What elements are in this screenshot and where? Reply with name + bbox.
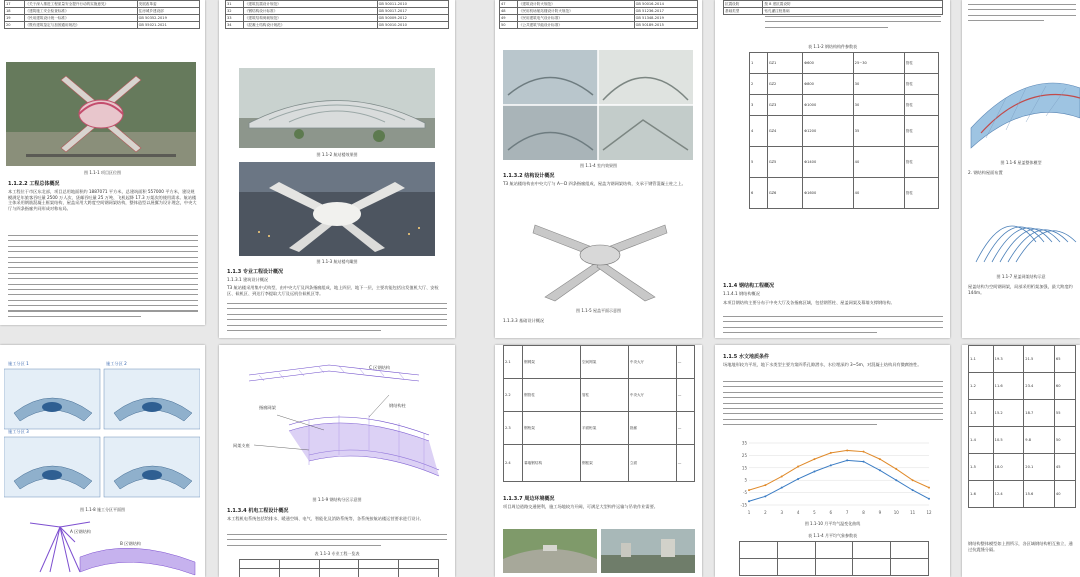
table-row — [750, 178, 939, 209]
callout-label: 网架支座 — [233, 443, 250, 448]
table-cell: Φ600 — [803, 53, 853, 74]
table-cell: 《民用建筑设计统一标准》 — [24, 15, 137, 22]
table-row — [969, 373, 1076, 400]
table-cell: 发展改革委 — [137, 1, 199, 8]
interior-render-image — [503, 50, 693, 160]
figure-caption: 图 1.1-9 钢结构分区示意图 — [312, 497, 362, 502]
x-tick-label: 7 — [845, 510, 849, 515]
table-cell: GB 50352-2019 — [137, 15, 199, 22]
body-paragraph: 本工程机电系统包括给排水、暖通空调、电气、智能化及消防系统等，各系统按航站楼运营要求进行设计。 — [227, 516, 424, 521]
table-row — [750, 95, 939, 116]
table-row — [5, 22, 200, 29]
table-cell: Φ800 — [803, 74, 853, 95]
text-lines — [765, 16, 941, 32]
table-cell: 1-4 — [969, 427, 994, 454]
table-cell: GZ3 — [767, 95, 802, 116]
data-point — [846, 449, 848, 451]
section-heading: 1.1.2.2 工程总体概况 — [8, 181, 60, 187]
y-tick-label: -5 — [743, 490, 747, 496]
document-page-6[interactable] — [0, 345, 205, 577]
table-cell: 1-6 — [969, 481, 994, 508]
callout-label: C 区钢结构 — [369, 365, 391, 370]
table-row — [500, 15, 698, 22]
table-cell: 管柱 — [904, 74, 938, 95]
table-cell: 管柱 — [904, 95, 938, 116]
table-cell: 18.7 — [1024, 400, 1055, 427]
table-row — [750, 147, 939, 178]
table-cell: 49 — [500, 15, 518, 22]
table-row — [500, 8, 698, 15]
table-row — [240, 560, 439, 569]
section-heading: 1.1.3.4 机电工程设计概况 — [227, 508, 289, 514]
table-cell: 2.2 — [504, 379, 523, 412]
table-row — [740, 559, 929, 576]
table-row — [504, 346, 695, 379]
table-cell: Φ1600 — [803, 178, 853, 209]
table-cell: Φ1000 — [803, 95, 853, 116]
callout-label: 钢结构柱 — [389, 403, 406, 408]
table-row — [226, 1, 449, 8]
data-point — [813, 471, 815, 473]
table-cell: 18.0 — [993, 454, 1024, 481]
regulation-table — [4, 0, 200, 29]
table-row — [226, 22, 449, 29]
body-paragraph: 场地地形较为平坦，地下水类型主要为第四系孔隙潜水，水位埋深约 3~5m，对混凝土结构具有微腐蚀性。 — [723, 362, 922, 367]
table-cell: 《民用机场航站楼设计防火规范》 — [517, 8, 634, 15]
data-point — [928, 487, 930, 489]
data-point — [912, 479, 914, 481]
sub-heading: 1.1.3.3 基础设计概况 — [503, 318, 545, 323]
table-cell: GB 51348-2019 — [634, 15, 697, 22]
y-tick-label: 5 — [744, 477, 747, 483]
document-page-5[interactable] — [962, 0, 1080, 338]
table-cell: 《建筑结构荷载规范》 — [243, 15, 377, 22]
table-cell: 《建筑施工安全检查标准》 — [24, 8, 137, 15]
document-page-1[interactable] — [0, 0, 205, 325]
data-point — [863, 461, 865, 463]
table-row — [500, 22, 698, 29]
x-tick-label: 4 — [796, 510, 800, 515]
table-cell: 基础类型 — [724, 8, 763, 15]
table-cell: 2.3 — [504, 412, 523, 445]
table-cell: 1-5 — [969, 454, 994, 481]
section-heading: 1.1.3 专业工程设计概况 — [227, 269, 283, 275]
data-point — [764, 495, 766, 497]
zone-plan-image — [4, 363, 200, 503]
table-cell: 23.4 — [1024, 373, 1055, 400]
table-cell: GB 51236-2017 — [634, 8, 697, 15]
callout-label: B 区钢结构 — [120, 541, 141, 546]
table-cell: 3 — [750, 95, 768, 116]
text-lines — [227, 303, 447, 335]
table-cell: 钢框架 — [580, 445, 628, 482]
specialty-table — [239, 559, 439, 577]
sub-heading: 1.1.3.1 建筑设计概况 — [227, 277, 269, 282]
table-row — [750, 74, 939, 95]
section-heading: 1.1.3.7 周边环境概况 — [503, 496, 555, 502]
table-row — [740, 542, 929, 559]
table-cell: 19 — [5, 15, 25, 22]
table-cell: 20.1 — [1024, 454, 1055, 481]
figure-caption: 图 1.1-4 室内效果图 — [580, 163, 617, 168]
data-point — [846, 459, 848, 461]
table-row — [240, 569, 439, 577]
text-lines — [723, 381, 943, 430]
table-cell: 钢桁架 — [523, 412, 581, 445]
table-cell: GZ4 — [767, 116, 802, 147]
steel-structure-image — [229, 355, 445, 495]
table-cell: GB 50011-2010 — [377, 1, 448, 8]
table-cell: 31 — [226, 1, 244, 8]
y-tick-label: 15 — [741, 465, 747, 471]
table-cell: 1 — [750, 53, 768, 74]
weather-table — [739, 541, 929, 576]
document-page-8[interactable] — [495, 345, 702, 577]
figure-caption: 图 1.1-5 屋盖平面示意图 — [576, 308, 621, 313]
table-cell: 9.8 — [1024, 427, 1055, 454]
regulation-table — [499, 0, 698, 29]
table-cell: 20 — [5, 22, 25, 29]
table-cell: GB 50010-2010 — [377, 22, 448, 29]
table-cell: 《既有建筑鉴定与加固通用规范》 — [24, 22, 137, 29]
table-cell: 18 — [5, 8, 25, 15]
table-cell: 中央大厅 — [628, 379, 676, 412]
table-caption: 表 1.1-3 专业工程一览表 — [314, 551, 360, 556]
callout-label: 指廊网架 — [259, 405, 276, 410]
data-point — [830, 464, 832, 466]
table-row — [969, 427, 1076, 454]
table-row — [226, 15, 449, 22]
section-heading: 1.1.3.2 结构设计概况 — [503, 173, 555, 179]
body-paragraph: 项目周边道路交通便利，施工场地较为开阔，可满足大型构件运输与吊装作业需要。 — [503, 504, 658, 509]
table-row — [5, 15, 200, 22]
table-cell: 住房城乡建设部 — [137, 8, 199, 15]
text-lines — [968, 4, 1076, 26]
table-cell: 35 — [853, 116, 904, 147]
table-cell: 10.5 — [993, 427, 1024, 454]
figure-caption: 图 1.1-1 项目区位图 — [84, 170, 121, 175]
table-cell: 34 — [226, 22, 244, 29]
body-paragraph: 屋盖结构为空间钢网架，局部采用桁架加强，最大跨度约 144m。 — [968, 284, 1073, 295]
terminal-render-image — [239, 68, 435, 148]
table-cell: 钢网架 — [523, 346, 581, 379]
table-cell: 48 — [500, 8, 518, 15]
body-paragraph: 本工程位于市区东北部，项目总用地面积约 1887071 平方米，总建筑面积 557000 平方米，建设规模满足年旅客吞吐量 2500 万人次、货邮吞吐量 25 万吨、飞机起降 17.3 万架次的使用需求。航站楼主体采用钢筋混凝土框架结构，屋盖采用大跨度空间钢网架结构，整体造型以展翼为设计理念，中央大厅与四条指廊共同形成对称布局。 — [8, 189, 197, 211]
table-row — [750, 53, 939, 74]
table-cell: 《关于深入推进工程质量安全提升行动的实施意见》 — [24, 1, 137, 8]
x-tick-label: 12 — [926, 510, 932, 515]
figure-caption: 图 1.1-3 航站楼鸟瞰图 — [316, 259, 358, 264]
table-cell: Φ1400 — [803, 147, 853, 178]
text-lines — [227, 534, 447, 550]
data-point — [912, 489, 914, 491]
data-point — [895, 479, 897, 481]
table-cell: — — [676, 346, 694, 379]
data-point — [879, 469, 881, 471]
table-cell: GB 50016-2014 — [634, 1, 697, 8]
table-caption: 表 1.1-4 月平均气象参数表 — [808, 533, 857, 538]
table-row — [5, 8, 200, 15]
figure-caption: 图 1.1-2 航站楼效果图 — [316, 152, 358, 157]
table-cell: 2.1 — [504, 346, 523, 379]
y-tick-label: -15 — [740, 502, 747, 508]
table-row — [724, 8, 943, 15]
table-cell: 管柱 — [904, 178, 938, 209]
data-point — [863, 451, 865, 453]
table-cell: 《钢结构设计标准》 — [243, 8, 377, 15]
table-cell: 管柱 — [580, 379, 628, 412]
table-cell: 管柱 — [904, 116, 938, 147]
y-tick-label: 35 — [741, 440, 747, 446]
x-tick-label: 11 — [910, 510, 916, 515]
table-cell: 钻孔灌注桩基础 — [763, 8, 943, 15]
document-page-2[interactable] — [219, 0, 455, 338]
table-cell: GZ1 — [767, 53, 802, 74]
table-cell: 60 — [1054, 373, 1075, 400]
table-cell: 管柱 — [904, 53, 938, 74]
table-cell: 40 — [1054, 481, 1075, 508]
table-cell: 4 — [750, 116, 768, 147]
site-photo-image — [601, 529, 695, 573]
table-row — [5, 1, 200, 8]
table-cell: 钢管柱 — [523, 379, 581, 412]
zone-label: 施工分区 3 — [8, 429, 29, 434]
table-cell: 平面桁架 — [580, 412, 628, 445]
table-cell: 《公共建筑节能设计标准》 — [517, 22, 634, 29]
document-page-10[interactable] — [962, 345, 1080, 577]
table-cell: 6 — [750, 178, 768, 209]
table-cell: 抗震设防 — [724, 1, 763, 8]
body-paragraph: T3 航站楼采用集中式构型，由中央大厅及四条指廊组成，地上四层、地下一层，主要功能包括出发值机大厅、安检区、候机区、到达行李提取大厅及远机位候机区等。 — [227, 285, 439, 296]
table-caption: 表 1.1-2 钢结构构件参数表 — [808, 44, 857, 49]
table-row — [500, 1, 698, 8]
data-point — [895, 468, 897, 470]
table-cell: GZ2 — [767, 74, 802, 95]
steel-zone-image — [20, 517, 200, 577]
airport-aerial-image — [6, 62, 196, 166]
sub-heading: 1.1.4.1 钢结构概况 — [723, 291, 760, 296]
table-cell: GB 50017-2017 — [377, 8, 448, 15]
table-cell: 40 — [853, 178, 904, 209]
document-page-7[interactable] — [219, 345, 455, 577]
table-cell: 2 — [750, 74, 768, 95]
x-tick-label: 10 — [893, 510, 899, 515]
data-point — [813, 458, 815, 460]
site-photo-image — [503, 529, 597, 573]
table-cell: 幕墙钢结构 — [523, 445, 581, 482]
table-cell: 50 — [1054, 427, 1075, 454]
data-point — [797, 478, 799, 480]
data-point — [781, 475, 783, 477]
table-row — [504, 445, 695, 482]
zone-label: 施工分区 2 — [106, 361, 127, 366]
table-row — [969, 481, 1076, 508]
body-paragraph: T3 航站楼结构由中央大厅与 A～D 四条指廊组成，屋盖为钢网架结构，支承于钢管混凝土柱之上。 — [503, 181, 686, 186]
data-point — [748, 500, 750, 502]
table-cell: 12.4 — [993, 481, 1024, 508]
table-cell: 21.5 — [1024, 346, 1055, 373]
figure-caption: 图 1.1-8 施工分区平面图 — [80, 507, 125, 512]
roof-model-image — [966, 58, 1080, 158]
table-cell: 《建筑设计防火规范》 — [517, 1, 634, 8]
table-cell: 指廊 — [628, 412, 676, 445]
table-cell: 《民用建筑电气设计标准》 — [517, 15, 634, 22]
table-row — [226, 8, 449, 15]
table-cell: GB 55021-2021 — [137, 22, 199, 29]
x-tick-label: 9 — [878, 510, 882, 515]
x-tick-label: 1 — [747, 510, 751, 515]
x-tick-label: 5 — [813, 510, 816, 515]
table-cell: 55 — [1054, 400, 1075, 427]
table-cell: 15.2 — [993, 400, 1024, 427]
table-cell: 25~30 — [853, 53, 904, 74]
table-cell: 40 — [853, 147, 904, 178]
table-cell: 32 — [226, 8, 244, 15]
x-tick-label: 6 — [829, 510, 833, 515]
x-tick-label: 8 — [862, 510, 865, 515]
data-point — [748, 489, 750, 491]
table-cell: — — [676, 412, 694, 445]
roof-plan-image — [525, 205, 675, 305]
table-cell: 《建筑抗震设计规范》 — [243, 1, 377, 8]
data-table — [968, 345, 1076, 508]
data-point — [797, 466, 799, 468]
document-page-4[interactable] — [715, 0, 950, 338]
document-page-9[interactable] — [715, 345, 950, 577]
callout-label: A 区钢结构 — [70, 529, 91, 534]
table-cell: 15.6 — [1024, 481, 1055, 508]
x-tick-label: 3 — [780, 510, 784, 515]
table-cell: Φ1200 — [803, 116, 853, 147]
table-row — [504, 379, 695, 412]
table-row — [969, 400, 1076, 427]
data-point — [928, 498, 930, 500]
table-cell: 管柱 — [904, 147, 938, 178]
table-row — [724, 1, 943, 8]
document-page-3[interactable] — [495, 0, 702, 338]
project-info-table — [723, 0, 943, 15]
table-cell: 50 — [500, 22, 518, 29]
table-cell: 30 — [853, 95, 904, 116]
table-cell: 1-1 — [969, 346, 994, 373]
table-cell: GB 50009-2012 — [377, 15, 448, 22]
section-heading: 1.1.4 钢结构工程概况 — [723, 283, 774, 289]
text-lines — [8, 235, 198, 321]
table-cell: 2.4 — [504, 445, 523, 482]
table-cell: 1-3 — [969, 400, 994, 427]
table-cell: GZ6 — [767, 178, 802, 209]
table-cell: 立面 — [628, 445, 676, 482]
data-point — [830, 452, 832, 454]
data-point — [781, 487, 783, 489]
table-cell: 空间网架 — [580, 346, 628, 379]
table-cell: 1-2 — [969, 373, 994, 400]
steel-member-table — [749, 52, 939, 209]
table-row — [504, 412, 695, 445]
body-paragraph: 本项目钢结构主要分布于中央大厅及各指廊区域，包括钢管柱、屋盖网架及幕墙支撑钢结构。 — [723, 300, 895, 305]
temperature-chart — [735, 437, 935, 517]
table-cell: 33 — [226, 15, 244, 22]
body-paragraph: 钢结构整体模型如上图所示，各区域钢结构相互独立，通过抗震缝分隔。 — [968, 541, 1073, 552]
series-line — [749, 460, 929, 501]
table-row — [969, 346, 1076, 373]
table-row — [969, 454, 1076, 481]
table-cell: GB 50189-2015 — [634, 22, 697, 29]
table-cell: 5 — [750, 147, 768, 178]
table-cell: 65 — [1054, 346, 1075, 373]
x-tick-label: 2 — [764, 510, 767, 515]
chart-caption: 图 1.1-10 月平均气温变化曲线 — [804, 521, 861, 526]
figure-caption: 图 1.1-6 屋盖整体模型 — [1000, 160, 1042, 165]
zone-label: 施工分区 1 — [8, 361, 29, 366]
table-cell: 30 — [853, 74, 904, 95]
data-point — [879, 458, 881, 460]
steel-type-table — [503, 345, 695, 482]
roof-truss-image — [966, 182, 1080, 272]
terminal-aerial-image — [239, 162, 435, 256]
table-cell: 17 — [5, 1, 25, 8]
table-cell: GZ5 — [767, 147, 802, 178]
table-cell: 《混凝土结构设计规范》 — [243, 22, 377, 29]
data-point — [764, 484, 766, 486]
text-lines — [723, 316, 943, 338]
section-heading: 1.1.5 水文地质条件 — [723, 354, 769, 360]
figure-caption: 图 1.1-7 屋盖网架结构示意 — [996, 274, 1046, 279]
table-cell: 中央大厅 — [628, 346, 676, 379]
table-row — [750, 116, 939, 147]
sub-heading: 2. 钢结构屋面布置 — [968, 170, 1003, 175]
regulation-table — [225, 0, 449, 29]
table-cell: — — [676, 445, 694, 482]
table-cell: 47 — [500, 1, 518, 8]
table-cell: 45 — [1054, 454, 1075, 481]
table-cell: — — [676, 379, 694, 412]
table-cell: 19.3 — [993, 346, 1024, 373]
table-cell: 按 8 度抗震设防 — [763, 1, 943, 8]
table-cell: 11.6 — [993, 373, 1024, 400]
y-tick-label: 25 — [741, 452, 747, 458]
